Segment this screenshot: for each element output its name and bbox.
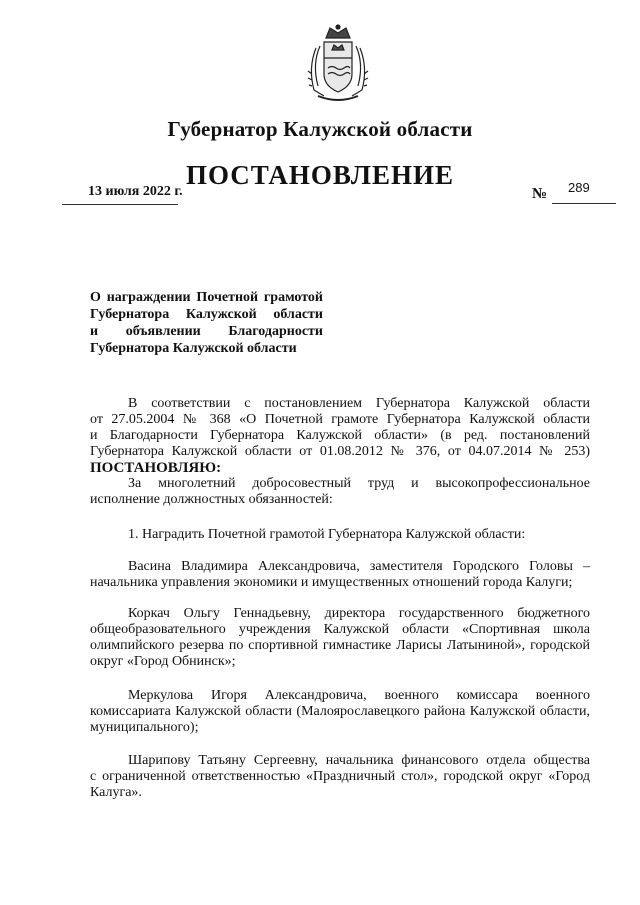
reason-line: За многолетний добросовестный труд и высокопрофессиональное: [128, 476, 590, 491]
awardee-line: Васина Владимира Александровича, заместителя Городского Головы –: [128, 559, 590, 574]
document-type: ПОСТАНОВЛЕНИЕ: [185, 160, 455, 190]
preamble-line: от 27.05.2004 № 368 «О Почетной грамоте Губернатора Калужской области: [90, 412, 590, 427]
preamble-line: Губернатора Калужской области от 01.08.2012 № 376, от 04.07.2014 № 253): [90, 444, 590, 459]
awardee-line: округ «Город Обнинск»;: [90, 654, 236, 669]
awardee-line: с ограниченной ответственностью «Праздничный стол», городской округ «Город: [90, 769, 590, 784]
date-underline: [62, 204, 178, 205]
item-1-text: 1. Наградить Почетной грамотой Губернатора Калужской области:: [128, 527, 526, 542]
awardee-line: общеобразовательного учреждения Калужской области «Спортивная школа: [90, 622, 590, 637]
preamble-line: и Благодарности Губернатора Калужской области» (в ред. постановлений: [90, 428, 590, 443]
number-underline: [552, 203, 616, 204]
subject-line: и объявлении Благодарности: [90, 324, 323, 339]
awardee-line: Шарипову Татьяну Сергеевну, начальника финансового отдела общества: [128, 753, 590, 768]
awardee-line: муниципального);: [90, 720, 199, 735]
subject-line: О награждении Почетной грамотой: [90, 290, 323, 305]
awardee-line: Меркулова Игоря Александровича, военного комиссара военного: [128, 688, 590, 703]
subject-line: Губернатора Калужской области: [90, 307, 323, 322]
authority-title: Губернатор Калужской области: [167, 117, 473, 141]
item-1: [90, 527, 590, 543]
preamble-line: В соответствии с постановлением Губернатора Калужской области: [128, 396, 590, 411]
coat-of-arms-emblem: [302, 24, 374, 102]
awardee: [90, 753, 590, 801]
document-subject: [90, 289, 323, 357]
number-label: №: [532, 186, 548, 202]
awardee: [90, 606, 590, 670]
awardee-line: Коркач Ольгу Геннадьевну, директора государственного бюджетного: [128, 606, 590, 621]
subject-line: Губернатора Калужской области: [90, 341, 297, 356]
awardee-line: олимпийского резерва по спортивной гимнастике Ларисы Латыниной», городской: [90, 638, 590, 653]
preamble: [90, 396, 590, 508]
awardee: [90, 559, 590, 591]
document-date: 13 июля 2022 г.: [88, 184, 183, 199]
document-number: 289: [568, 180, 590, 195]
reason-line: исполнение должностных обязанностей:: [90, 492, 333, 507]
awardee-line: комиссариата Калужской области (Малоярославецкого района Калужской области,: [90, 704, 590, 719]
awardee-line: Калуга».: [90, 785, 142, 800]
awardee: [90, 688, 590, 736]
resolve-word: ПОСТАНОВЛЯЮ:: [90, 460, 222, 476]
awardee-line: начальника управления экономики и имущественных отношений города Калуги;: [90, 575, 573, 590]
